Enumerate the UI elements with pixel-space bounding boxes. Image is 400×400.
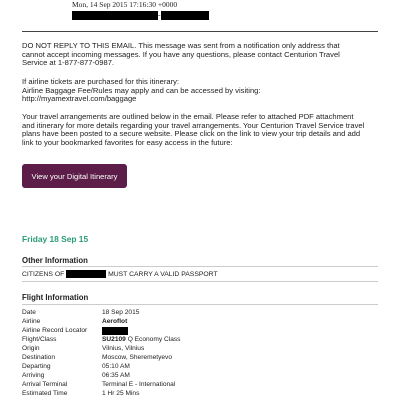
airline-value: Aeroflot [102,318,128,325]
citizens-suffix: MUST CARRY A VALID PASSPORT [108,270,218,278]
other-information-divider [22,266,378,267]
class-name: Q Economy Class [127,336,181,343]
notice-line: DO NOT REPLY TO THIS EMAIL. This message was sent from a notification only address that [22,41,340,50]
redacted-block [102,327,128,335]
row-value: 1 Hr 25 Mins [102,390,140,397]
row-label: Estimated Time [22,390,68,397]
row-value: Terminal E - International [102,381,176,388]
row-label: Flight/Class [22,336,57,343]
row-value: 18 Sep 2015 [102,309,140,316]
itinerary-line: and itinerary for more details regarding your travel arrangements. Your Centurion Travel Service travel [22,120,365,130]
itinerary-paragraph [22,113,378,147]
notice-line: Service at 1-877-877-0987. [22,58,115,68]
row-value: Vilnius, Vilnius [102,345,145,352]
row-value: Moscow, Sheremetyevo [102,354,172,361]
itinerary-line: link to your bookmarked favorites for easy access in the future: [22,137,233,147]
redacted-block [161,11,209,20]
baggage-line: If airline tickets are purchased for this itinerary: [22,77,180,86]
row-value: 06:35 AM [102,372,130,379]
other-information-bottom-divider [22,281,378,282]
other-information-title: Other Information [22,256,88,265]
flight-number: SU2109 [102,336,126,343]
attachments-value[interactable] [72,10,209,20]
baggage-paragraph [22,78,378,104]
redacted-block [66,270,106,278]
row-label: Date [22,309,36,316]
itinerary-line: plans have been posted to a secure website. Please click on the link to view your trip details and add [22,129,361,139]
row-label: Departing [22,363,51,370]
row-label: Arriving [22,372,45,379]
date-value: Mon, 14 Sep 2015 17:16:30 +0000 [72,0,178,9]
row-label: Airline [22,318,41,325]
row-value: 05:10 AM [102,363,130,370]
row-label: Destination [22,354,55,361]
passport-notice [22,270,218,278]
citizens-prefix: CITIZENS OF [22,270,65,278]
itinerary-line: Your travel arrangements are outlined below in the email. Please refer to attached PDF attachment [22,112,354,121]
baggage-link[interactable]: http://myamextravel.com/baggage [22,94,137,104]
flight-information-title: Flight Information [22,293,89,302]
notice-line: cannot accept incoming messages. If you have any questions, please contact Centurion Travel [22,49,340,59]
notice-paragraph [22,42,378,68]
header-divider [22,31,378,32]
day-heading: Friday 18 Sep 15 [22,234,89,244]
row-label: Origin [22,345,40,352]
view-digital-itinerary-button[interactable]: View your Digital Itinerary [22,164,127,188]
record-locator-value [102,327,128,335]
attachments-separator: - [158,10,161,19]
row-label: Arrival Terminal [22,381,68,388]
baggage-line: Airline Baggage Fee/Rules may apply and can be accessed by visiting: [22,85,261,95]
row-label: Airline Record Locator [22,327,88,334]
flight-information-divider [22,304,378,305]
flight-class-value [102,336,180,343]
redacted-block [72,11,158,20]
